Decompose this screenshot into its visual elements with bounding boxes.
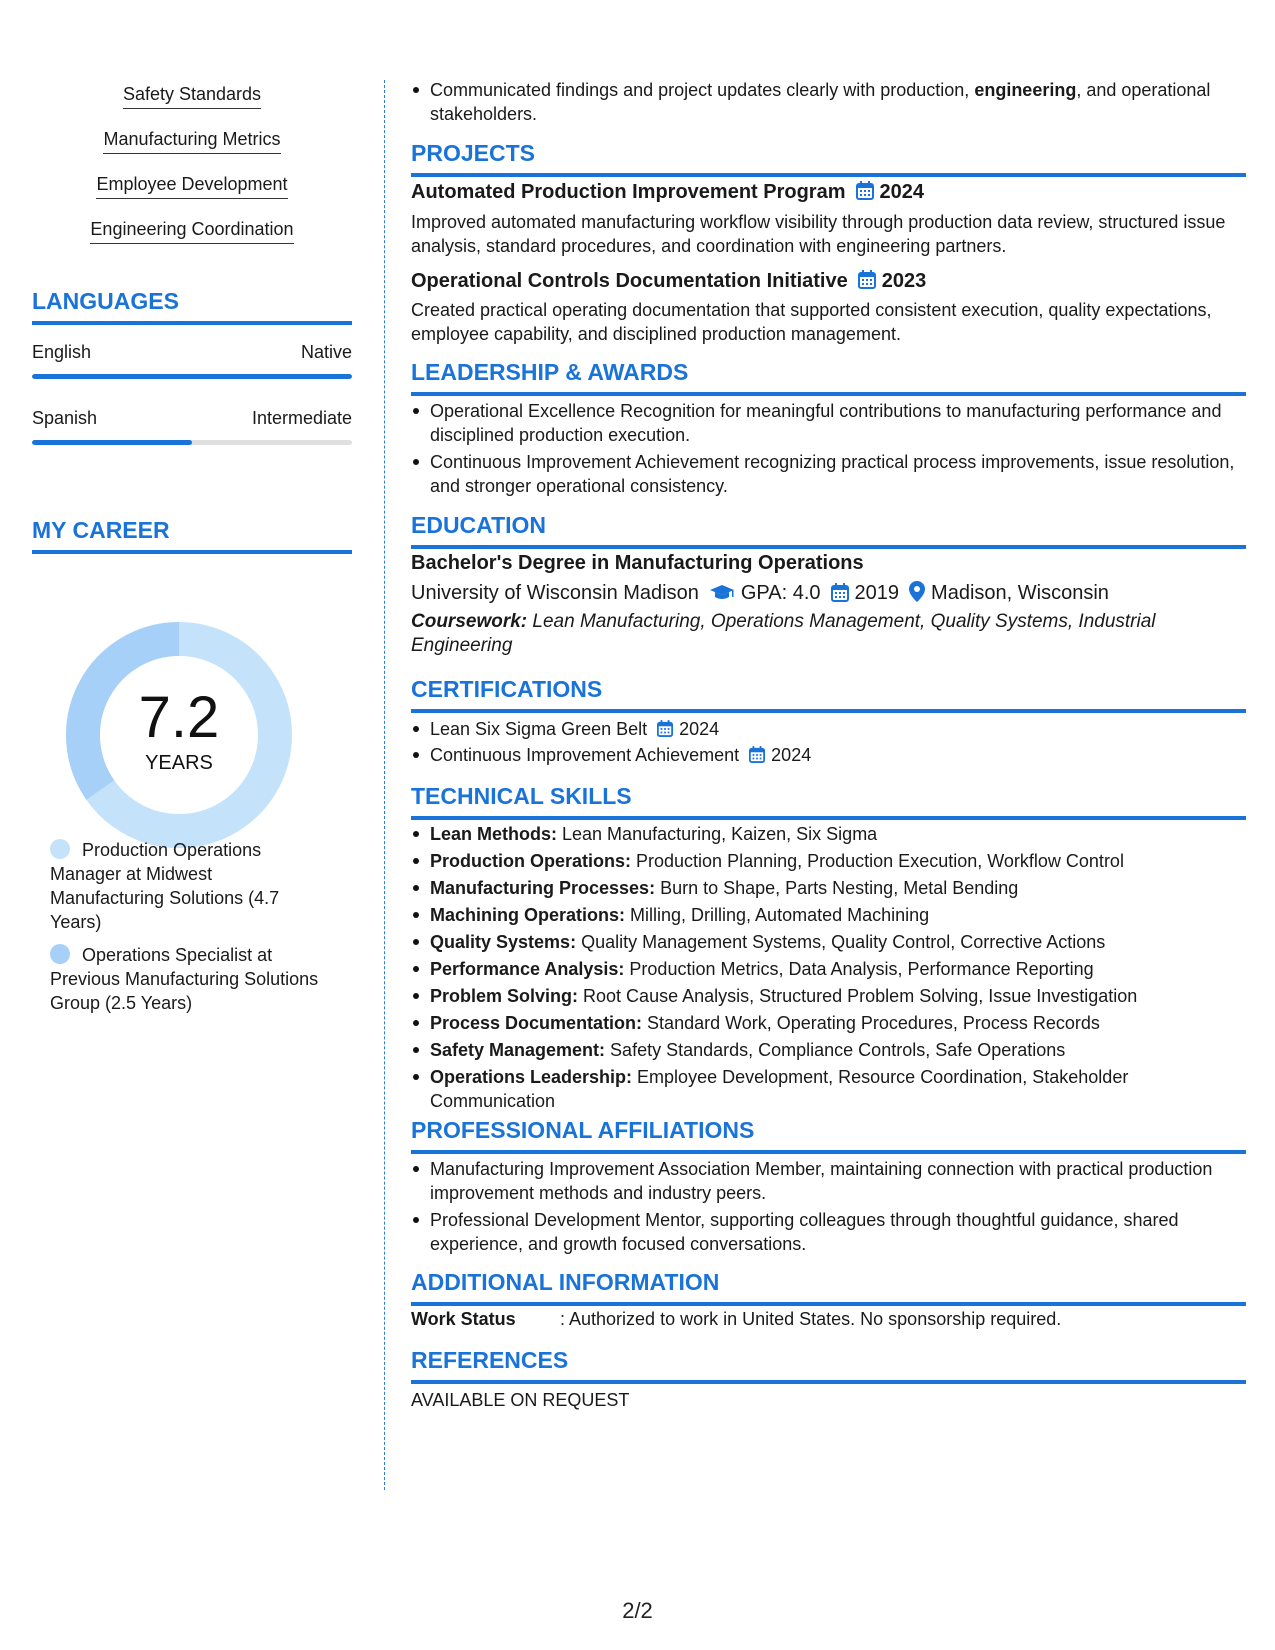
work-status-label: Work Status	[411, 1309, 516, 1329]
career-legend-label: Production Operations Manager at Midwest Manufacturing Solutions (4.7 Years)	[50, 840, 280, 932]
list-item	[411, 930, 1246, 954]
school-location: Madison, Wisconsin	[931, 582, 1109, 604]
list-item: Manufacturing Improvement Association Member, maintaining connection with practical production improvement methods and industry peers.	[411, 1157, 1246, 1205]
certifications-list	[411, 717, 1246, 767]
career-total-unit: YEARS	[145, 752, 213, 774]
list-item	[411, 78, 1246, 126]
project-year: 2023	[881, 270, 927, 292]
list-item	[411, 717, 1246, 741]
list-item	[411, 957, 1246, 981]
leadership-heading: LEADERSHIP & AWARDS	[411, 359, 1246, 396]
degree-title: Bachelor's Degree in Manufacturing Operations	[411, 552, 864, 574]
skill-values: Quality Management Systems, Quality Control, Corrective Actions	[576, 932, 1106, 952]
skill-values: Root Cause Analysis, Structured Problem Solving, Issue Investigation	[578, 986, 1138, 1006]
skill-values: Lean Manufacturing, Kaizen, Six Sigma	[557, 824, 878, 844]
calendar-icon	[657, 720, 673, 737]
skill-values: Production Planning, Production Execution, Workflow Control	[631, 851, 1124, 871]
calendar-icon	[831, 583, 849, 609]
skill-tag-label: Employee Development	[96, 174, 287, 199]
career-heading: MY CAREER	[32, 517, 352, 554]
project-description: Created practical operating documentation that supported consistent execution, quality expectations, employee capability, and disciplined production management.	[411, 300, 1212, 344]
legend-dot	[50, 944, 70, 964]
skill-tag	[32, 129, 352, 174]
cert-year: 2024	[679, 719, 720, 739]
project-name: Automated Production Improvement Program	[411, 181, 846, 203]
education-details	[411, 580, 1109, 609]
calendar-icon	[858, 270, 876, 289]
bullet-text: Communicated findings and project updates clearly with production,	[430, 80, 975, 100]
project-description: Improved automated manufacturing workflow visibility through production data review, structured issue analysis, standard procedures, and coordination with engineering partners.	[411, 212, 1226, 256]
list-item	[411, 1038, 1246, 1062]
skill-category: Lean Methods:	[430, 824, 558, 844]
references-heading: REFERENCES	[411, 1347, 1246, 1384]
coursework	[411, 610, 1246, 658]
education-heading: EDUCATION	[411, 512, 1246, 549]
experience-bullets	[411, 78, 1246, 126]
references-text: AVAILABLE ON REQUEST	[411, 1390, 630, 1410]
project-title	[411, 179, 924, 205]
language-level: Intermediate	[251, 408, 352, 428]
skill-tag	[32, 219, 352, 264]
list-item	[411, 1011, 1246, 1035]
calendar-icon	[856, 181, 874, 200]
language-bar	[32, 440, 352, 445]
language-bar-fill	[32, 374, 352, 379]
languages-heading: LANGUAGES	[32, 288, 352, 325]
skill-tag-label: Manufacturing Metrics	[103, 129, 280, 154]
bullet-text: , and operational stakeholders.	[430, 80, 1211, 124]
list-item	[411, 984, 1246, 1008]
legend-dot	[50, 839, 70, 859]
list-item	[411, 743, 1246, 767]
skill-tag	[32, 84, 352, 129]
skill-values: Milling, Drilling, Automated Machining	[625, 905, 930, 925]
skill-category: Operations Leadership:	[430, 1067, 633, 1087]
page-number: 2/2	[622, 1598, 653, 1623]
work-status-value: : Authorized to work in United States. No sponsorship required.	[560, 1309, 1062, 1329]
certifications-heading: CERTIFICATIONS	[411, 676, 1246, 713]
project-title	[411, 268, 926, 294]
skill-category: Problem Solving:	[430, 986, 579, 1006]
affiliations-list	[411, 1157, 1246, 1256]
skill-values: Safety Standards, Compliance Controls, Safe Operations	[605, 1040, 1066, 1060]
skill-category: Process Documentation:	[430, 1013, 643, 1033]
coursework-text: Lean Manufacturing, Operations Management, Quality Systems, Industrial Engineering	[411, 611, 1156, 656]
project-year: 2024	[879, 181, 924, 203]
additional-info-heading: ADDITIONAL INFORMATION	[411, 1269, 1246, 1306]
skill-tag-label: Safety Standards	[123, 84, 261, 109]
career-legend-label: Operations Specialist at Previous Manufacturing Solutions Group (2.5 Years)	[50, 945, 319, 1013]
skill-tags	[32, 84, 352, 264]
language-bar-fill	[32, 440, 192, 445]
list-item: Professional Development Mentor, supporting colleagues through thoughtful guidance, shared experience, and growth focused conversations.	[411, 1208, 1246, 1256]
career-legend-item	[50, 838, 320, 934]
graduation-cap-icon	[709, 583, 735, 609]
career-total-years: 7.2	[138, 685, 220, 750]
language-level: Native	[300, 342, 352, 362]
bullet-bold-text: engineering	[974, 80, 1077, 100]
skill-category: Machining Operations:	[430, 905, 626, 925]
projects-heading: PROJECTS	[411, 140, 1246, 177]
skill-values: Employee Development, Resource Coordination, Stakeholder Communication	[430, 1067, 1129, 1111]
column-divider	[384, 80, 385, 1490]
project-name: Operational Controls Documentation Initiative	[411, 270, 848, 292]
skill-values: Standard Work, Operating Procedures, Process Records	[642, 1013, 1100, 1033]
technical-skills-list	[411, 822, 1246, 1116]
language-name: Spanish	[32, 408, 98, 428]
list-item	[411, 876, 1246, 900]
skill-values: Burn to Shape, Parts Nesting, Metal Bending	[655, 878, 1019, 898]
list-item	[411, 903, 1246, 927]
technical-skills-heading: TECHNICAL SKILLS	[411, 783, 1246, 820]
location-pin-icon	[909, 581, 925, 609]
skill-category: Manufacturing Processes:	[430, 878, 656, 898]
list-item: Operational Excellence Recognition for meaningful contributions to manufacturing performance and disciplined production execution.	[411, 399, 1246, 447]
career-donut-chart	[66, 622, 292, 848]
skill-tag	[32, 174, 352, 219]
affiliations-heading: PROFESSIONAL AFFILIATIONS	[411, 1117, 1246, 1154]
cert-name: Lean Six Sigma Green Belt	[430, 719, 648, 739]
list-item	[411, 849, 1246, 873]
school-name: University of Wisconsin Madison	[411, 582, 699, 604]
career-legend-item	[50, 943, 320, 1015]
skill-category: Production Operations:	[430, 851, 632, 871]
language-name: English	[32, 342, 92, 362]
list-item	[411, 822, 1246, 846]
calendar-icon	[749, 746, 765, 763]
language-bar	[32, 374, 352, 379]
list-item: Continuous Improvement Achievement recognizing practical process improvements, issue resolution, and stronger operational consistency.	[411, 450, 1246, 498]
skill-category: Performance Analysis:	[430, 959, 625, 979]
skill-values: Production Metrics, Data Analysis, Performance Reporting	[624, 959, 1094, 979]
gpa: GPA: 4.0	[740, 582, 821, 604]
skill-category: Quality Systems:	[430, 932, 577, 952]
coursework-label: Coursework:	[411, 611, 528, 632]
leadership-list	[411, 399, 1246, 498]
skill-category: Safety Management:	[430, 1040, 606, 1060]
skill-tag-label: Engineering Coordination	[90, 219, 293, 244]
graduation-year: 2019	[854, 582, 900, 604]
list-item	[411, 1065, 1246, 1113]
cert-name: Continuous Improvement Achievement	[430, 745, 740, 765]
cert-year: 2024	[771, 745, 812, 765]
